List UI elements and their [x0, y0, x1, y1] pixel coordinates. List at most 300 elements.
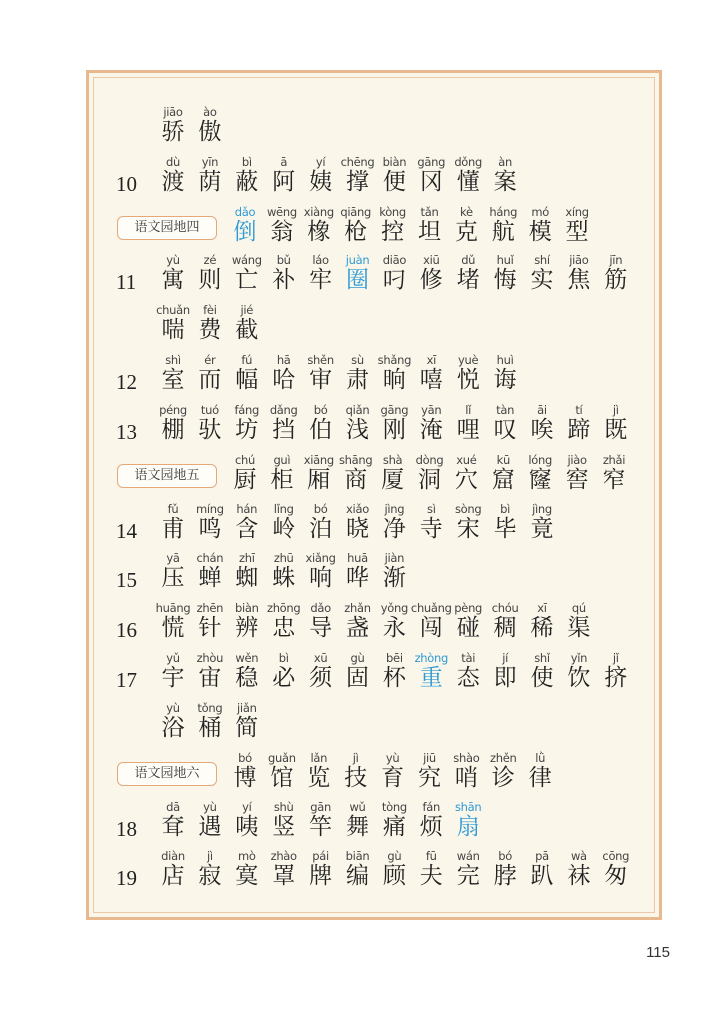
hanzi: 晓	[346, 516, 369, 542]
hanzi: 诊	[491, 765, 515, 791]
pinyin: yù	[166, 253, 180, 267]
vocab-row	[89, 502, 659, 551]
lesson-number: 19	[116, 866, 137, 890]
pinyin: bǔ	[276, 253, 291, 267]
hanzi: 厦	[381, 467, 405, 493]
vocab-row	[89, 205, 659, 254]
hanzi: 诲	[493, 367, 517, 393]
pinyin: kū	[496, 453, 510, 467]
vocab-row	[89, 403, 659, 452]
pinyin: jiū	[423, 751, 436, 765]
hanzi: 控	[381, 219, 405, 245]
pinyin: zhǎn	[344, 601, 371, 615]
pinyin: lóng	[528, 453, 552, 467]
hanzi: 针	[198, 615, 222, 641]
pinyin: dǎng	[269, 403, 298, 417]
hanzi: 叹	[493, 417, 517, 443]
pinyin: mò	[237, 849, 256, 863]
pinyin: kè	[460, 205, 473, 219]
hanzi: 饮	[567, 665, 591, 691]
hanzi: 懂	[456, 169, 480, 195]
pinyin: zhēn	[196, 601, 224, 615]
hanzi: 耷	[161, 814, 185, 840]
hanzi: 室	[161, 367, 185, 393]
hanzi: 枪	[344, 219, 368, 245]
pinyin: tí	[575, 403, 583, 417]
hanzi: 匆	[604, 863, 628, 889]
pinyin: jìng	[532, 502, 552, 516]
hanzi: 挡	[272, 417, 296, 443]
pinyin: bì	[500, 502, 511, 516]
hanzi: 宋	[456, 516, 480, 542]
hanzi: 寓	[161, 267, 185, 293]
pinyin: biàn	[234, 601, 259, 615]
pinyin: shù	[273, 800, 294, 814]
pinyin: xū	[313, 651, 328, 665]
pinyin: zhū	[273, 551, 294, 565]
pinyin: jiào	[567, 453, 587, 467]
hanzi: 编	[346, 863, 369, 889]
pinyin: diàn	[161, 849, 185, 863]
pinyin: fèi	[203, 303, 217, 317]
hanzi: 宙	[198, 665, 222, 691]
vocab-row	[89, 303, 659, 352]
hanzi: 简	[235, 715, 259, 741]
pinyin: xī	[537, 601, 547, 615]
hanzi: 截	[235, 317, 259, 343]
pinyin: biān	[345, 849, 370, 863]
lesson-number: 18	[116, 817, 137, 841]
pinyin: huā	[347, 551, 368, 565]
hanzi: 慌	[161, 615, 185, 641]
vocab-row	[89, 849, 659, 898]
hanzi: 甫	[161, 516, 185, 542]
pinyin: shǎng	[377, 353, 412, 367]
pinyin: dǒng	[454, 155, 483, 169]
hanzi: 嘻	[419, 367, 443, 393]
hanzi: 扇	[456, 814, 480, 840]
pinyin: hán	[236, 502, 258, 516]
pinyin: jīn	[609, 253, 623, 267]
pinyin: huǐ	[496, 253, 514, 267]
pinyin: tǒng	[197, 701, 223, 715]
pinyin: chēng	[340, 155, 375, 169]
pinyin: huì	[496, 353, 514, 367]
hanzi: 须	[309, 665, 333, 691]
pinyin: biàn	[382, 155, 407, 169]
pinyin: bó	[238, 751, 252, 765]
pinyin: fū	[425, 849, 437, 863]
pinyin: péng	[159, 403, 187, 417]
pinyin: juàn	[345, 253, 370, 267]
pinyin: bì	[278, 651, 289, 665]
hanzi: 律	[528, 765, 552, 791]
pinyin: yù	[166, 701, 180, 715]
pinyin: bēi	[386, 651, 403, 665]
pinyin: dā	[166, 800, 180, 814]
lesson-number: 15	[116, 568, 137, 592]
hanzi: 蔽	[235, 169, 259, 195]
hanzi: 翁	[270, 219, 294, 245]
vocab-row	[89, 353, 659, 402]
hanzi: 厨	[233, 467, 257, 493]
hanzi: 窿	[528, 467, 552, 493]
hanzi: 棚	[161, 417, 185, 443]
hanzi: 蜘	[235, 565, 259, 591]
hanzi: 稳	[235, 665, 259, 691]
hanzi: 哗	[346, 565, 369, 591]
pinyin: pā	[535, 849, 549, 863]
hanzi: 稠	[493, 615, 517, 641]
vocab-row	[89, 651, 659, 700]
lesson-number: 16	[116, 618, 137, 642]
vocab-row	[89, 800, 659, 849]
pinyin: gù	[350, 651, 365, 665]
pinyin: wán	[456, 849, 480, 863]
pinyin: yīn	[201, 155, 219, 169]
pinyin: chuǎng	[410, 601, 452, 615]
lesson-number: 13	[116, 420, 137, 444]
pinyin: sòng	[454, 502, 482, 516]
pinyin: tòng	[381, 800, 407, 814]
pinyin: yuè	[458, 353, 479, 367]
hanzi: 趴	[530, 863, 554, 889]
hanzi: 哩	[456, 417, 480, 443]
hanzi: 费	[198, 317, 222, 343]
pinyin: jǐ	[612, 651, 619, 665]
pinyin: chán	[196, 551, 224, 565]
pinyin: jì	[612, 403, 619, 417]
pinyin: chuǎn	[156, 303, 190, 317]
pinyin: shì	[165, 353, 181, 367]
hanzi: 永	[382, 615, 406, 641]
hanzi: 晌	[382, 367, 406, 393]
vocab-row	[89, 751, 659, 800]
hanzi: 荫	[198, 169, 222, 195]
pinyin: zhī	[238, 551, 255, 565]
hanzi: 厢	[307, 467, 331, 493]
hanzi: 固	[346, 665, 369, 691]
hanzi: 压	[161, 565, 185, 591]
pinyin: kòng	[379, 205, 406, 219]
hanzi: 鸣	[198, 516, 222, 542]
hanzi: 补	[272, 267, 296, 293]
pinyin: zhǎi	[602, 453, 626, 467]
pinyin: bì	[241, 155, 252, 169]
hanzi: 窖	[565, 467, 589, 493]
pinyin: xíng	[565, 205, 589, 219]
pinyin: dǎo	[310, 601, 331, 615]
hanzi: 技	[344, 765, 368, 791]
lesson-number: 11	[116, 270, 137, 294]
pinyin: tài	[461, 651, 476, 665]
hanzi: 哨	[454, 765, 478, 791]
pinyin: shěn	[307, 353, 334, 367]
hanzi: 姨	[309, 169, 333, 195]
hanzi: 店	[161, 863, 185, 889]
hanzi: 冈	[419, 169, 443, 195]
hanzi: 蹄	[567, 417, 591, 443]
hanzi: 竟	[530, 516, 554, 542]
pinyin: fǔ	[167, 502, 179, 516]
hanzi: 顾	[382, 863, 406, 889]
hanzi: 袜	[567, 863, 591, 889]
hanzi: 净	[382, 516, 406, 542]
pinyin: chóu	[491, 601, 519, 615]
section-badge: 语文园地四	[117, 216, 217, 240]
pinyin: huāng	[155, 601, 191, 615]
hanzi: 泊	[309, 516, 333, 542]
pinyin: yù	[203, 800, 217, 814]
pinyin: fáng	[234, 403, 260, 417]
pinyin: xiāng	[303, 453, 334, 467]
hanzi: 挤	[604, 665, 628, 691]
hanzi: 浅	[346, 417, 369, 443]
pinyin: tǎn	[420, 205, 439, 219]
hanzi: 模	[528, 219, 552, 245]
pinyin: jí	[502, 651, 508, 665]
hanzi: 稀	[530, 615, 554, 641]
hanzi: 桶	[198, 715, 222, 741]
hanzi: 辨	[235, 615, 259, 641]
hanzi: 使	[530, 665, 554, 691]
pinyin: bó	[313, 502, 328, 516]
pinyin: zhòng	[414, 651, 449, 665]
hanzi: 阿	[272, 169, 296, 195]
pinyin: yù	[385, 751, 400, 765]
pinyin: hā	[276, 353, 291, 367]
pinyin: gāng	[417, 155, 446, 169]
pinyin: xué	[456, 453, 477, 467]
hanzi: 导	[309, 615, 333, 641]
hanzi: 寞	[235, 863, 259, 889]
hanzi: 刚	[382, 417, 406, 443]
hanzi: 撑	[346, 169, 369, 195]
pinyin: ào	[203, 105, 217, 119]
hanzi: 洞	[418, 467, 441, 493]
pinyin: míng	[195, 502, 224, 516]
vocab-row	[89, 253, 659, 302]
hanzi: 焦	[567, 267, 591, 293]
hanzi: 而	[198, 367, 222, 393]
pinyin: fán	[422, 800, 441, 814]
pinyin: jiàn	[384, 551, 405, 565]
hanzi: 岭	[272, 516, 296, 542]
vocab-row	[89, 453, 659, 502]
hanzi: 罩	[272, 863, 296, 889]
hanzi: 穴	[454, 467, 478, 493]
hanzi: 夫	[419, 863, 443, 889]
hanzi: 寺	[419, 516, 443, 542]
pinyin: wēng	[266, 205, 297, 219]
hanzi: 叼	[382, 267, 406, 293]
pinyin: sì	[427, 502, 436, 516]
pinyin: qiǎn	[345, 403, 370, 417]
pinyin: xiàng	[303, 205, 334, 219]
pinyin: lǎn	[310, 751, 328, 765]
pinyin: yǔ	[166, 651, 180, 665]
pinyin: jìng	[384, 502, 405, 516]
hanzi: 育	[381, 765, 405, 791]
hanzi: 审	[309, 367, 333, 393]
hanzi: 览	[307, 765, 331, 791]
pinyin: shāng	[338, 453, 373, 467]
pinyin: gān	[310, 800, 331, 814]
hanzi: 盏	[346, 615, 369, 641]
pinyin: dù	[166, 155, 180, 169]
hanzi: 案	[493, 169, 517, 195]
pinyin: diāo	[382, 253, 407, 267]
pinyin: tàn	[496, 403, 515, 417]
hanzi: 渡	[161, 169, 185, 195]
pinyin: jié	[240, 303, 254, 317]
hanzi: 重	[419, 665, 443, 691]
pinyin: jì	[206, 849, 213, 863]
section-badge: 语文园地六	[117, 762, 217, 786]
pinyin: dǔ	[461, 253, 476, 267]
hanzi: 骄	[161, 119, 185, 145]
hanzi: 烦	[419, 814, 443, 840]
hanzi: 圈	[346, 267, 369, 293]
pinyin: xiǎo	[346, 502, 369, 516]
pinyin: xiū	[423, 253, 440, 267]
pinyin: wǔ	[349, 800, 366, 814]
hanzi: 竿	[309, 814, 333, 840]
hanzi: 窄	[602, 467, 626, 493]
pinyin: pèng	[454, 601, 483, 615]
pinyin: háng	[489, 205, 518, 219]
hanzi: 既	[604, 417, 628, 443]
pinyin: guǎn	[268, 751, 296, 765]
pinyin: shǐ	[534, 651, 550, 665]
pinyin: xiǎng	[305, 551, 336, 565]
pinyin: dǎo	[234, 205, 256, 219]
hanzi: 亡	[235, 267, 259, 293]
hanzi: 含	[235, 516, 259, 542]
hanzi: 坊	[235, 417, 259, 443]
lesson-number: 12	[116, 370, 137, 394]
hanzi: 闯	[419, 615, 443, 641]
hanzi: 驮	[198, 417, 222, 443]
pinyin: bó	[313, 403, 328, 417]
pinyin: yā	[166, 551, 180, 565]
lesson-number: 17	[116, 668, 137, 692]
hanzi: 渐	[382, 565, 406, 591]
hanzi: 必	[272, 665, 296, 691]
hanzi: 幅	[235, 367, 259, 393]
hanzi: 碰	[456, 615, 480, 641]
pinyin: láo	[312, 253, 329, 267]
pinyin: àn	[498, 155, 512, 169]
hanzi: 则	[198, 267, 222, 293]
hanzi: 即	[493, 665, 517, 691]
hanzi: 脖	[493, 863, 517, 889]
pinyin: guì	[273, 453, 291, 467]
hanzi: 实	[530, 267, 554, 293]
hanzi: 柜	[270, 467, 294, 493]
pinyin: jiāo	[569, 253, 589, 267]
lesson-number: 14	[116, 519, 137, 543]
hanzi: 蝉	[198, 565, 222, 591]
pinyin: āi	[537, 403, 547, 417]
pinyin: qú	[571, 601, 586, 615]
hanzi: 完	[456, 863, 480, 889]
hanzi: 忠	[272, 615, 296, 641]
hanzi: 淹	[419, 417, 443, 443]
section-badge: 语文园地五	[117, 464, 217, 488]
pinyin: sù	[351, 353, 364, 367]
pinyin: yí	[315, 155, 326, 169]
hanzi: 克	[454, 219, 478, 245]
hanzi: 悔	[493, 267, 517, 293]
hanzi: 悦	[456, 367, 480, 393]
pinyin: dòng	[415, 453, 444, 467]
hanzi: 肃	[346, 367, 369, 393]
hanzi: 咦	[235, 814, 259, 840]
hanzi: 响	[309, 565, 333, 591]
pinyin: lǐ	[465, 403, 472, 417]
pinyin: pái	[312, 849, 329, 863]
pinyin: fú	[241, 353, 253, 367]
pinyin: lǐng	[273, 502, 294, 516]
hanzi: 型	[565, 219, 589, 245]
hanzi: 牢	[309, 267, 333, 293]
pinyin: gāng	[380, 403, 409, 417]
hanzi: 渠	[567, 615, 591, 641]
hanzi: 伯	[309, 417, 333, 443]
hanzi: 遇	[198, 814, 222, 840]
hanzi: 商	[344, 467, 368, 493]
pinyin: mó	[531, 205, 549, 219]
pinyin: xī	[426, 353, 436, 367]
hanzi: 喘	[161, 317, 185, 343]
hanzi: 毕	[493, 516, 517, 542]
hanzi: 竖	[272, 814, 296, 840]
pinyin: jiǎn	[237, 701, 257, 715]
hanzi: 究	[418, 765, 441, 791]
pinyin: lǜ	[535, 751, 546, 765]
hanzi: 堵	[456, 267, 480, 293]
pinyin: wěn	[235, 651, 259, 665]
hanzi: 馆	[270, 765, 294, 791]
hanzi: 便	[382, 169, 406, 195]
pinyin: zhào	[270, 849, 297, 863]
hanzi: 浴	[161, 715, 185, 741]
vocab-row	[89, 601, 659, 650]
pinyin: bó	[498, 849, 512, 863]
hanzi: 哈	[272, 367, 296, 393]
pinyin: chú	[235, 453, 255, 467]
pinyin: yān	[421, 403, 442, 417]
pinyin: yǒng	[380, 601, 408, 615]
pinyin: zhòu	[196, 651, 224, 665]
hanzi: 态	[456, 665, 480, 691]
pinyin: shà	[382, 453, 403, 467]
pinyin: ér	[204, 353, 216, 367]
hanzi: 唉	[530, 417, 554, 443]
page-number: 115	[646, 944, 670, 961]
vocab-row	[89, 551, 659, 600]
pinyin: cōng	[602, 849, 630, 863]
hanzi: 航	[491, 219, 515, 245]
lesson-number: 10	[116, 172, 137, 196]
pinyin: jì	[352, 751, 359, 765]
hanzi: 蛛	[272, 565, 296, 591]
hanzi: 杯	[382, 665, 406, 691]
hanzi: 修	[419, 267, 443, 293]
pinyin: zhěn	[490, 751, 517, 765]
pinyin: zhōng	[266, 601, 301, 615]
